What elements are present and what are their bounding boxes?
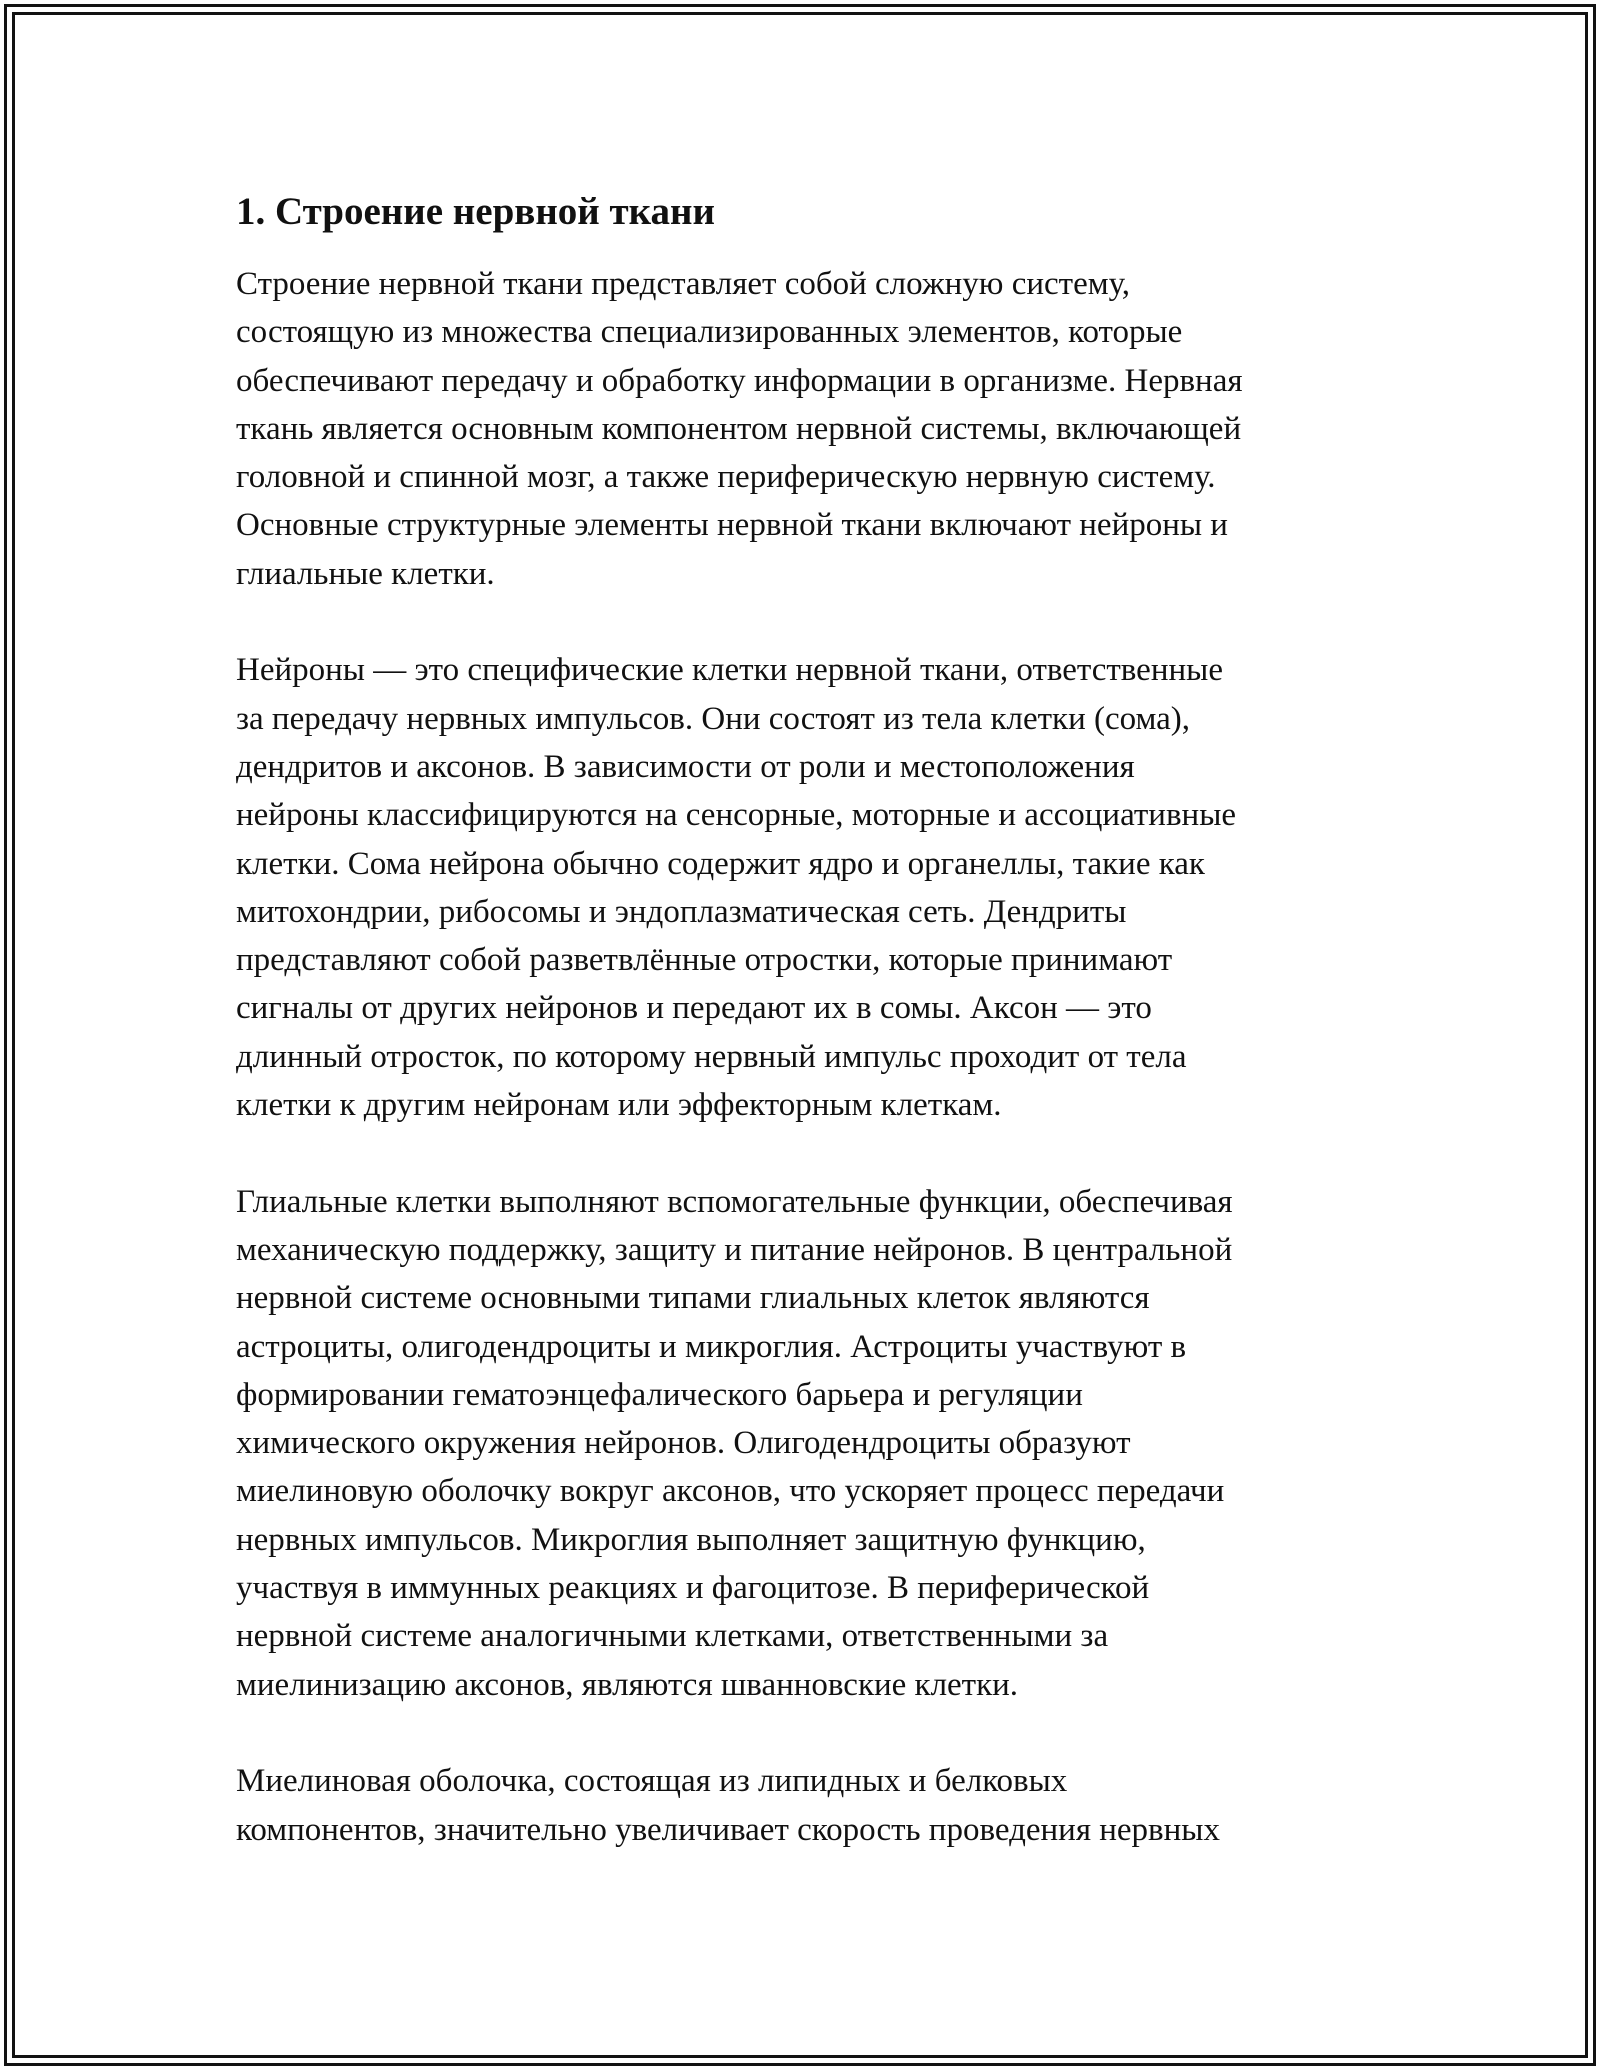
text-line: компонентов, значительно увеличивает скорость проведения нервных bbox=[236, 1811, 1220, 1848]
text-line: митохондрии, рибосомы и эндоплазматическая сеть. Дендриты bbox=[236, 893, 1127, 930]
text-line: Миелиновая оболочка, состоящая из липидных и белковых bbox=[236, 1763, 1068, 1800]
text-line: химического окружения нейронов. Олигодендроциты образуют bbox=[236, 1425, 1131, 1462]
text-line: за передачу нервных импульсов. Они состоят из тела клетки (сома), bbox=[236, 700, 1191, 737]
text-line: Основные структурные элементы нервной ткани включают нейроны и bbox=[236, 507, 1228, 544]
text-line: астроциты, олигодендроциты и микроглия. Астроциты участвуют в bbox=[236, 1328, 1187, 1365]
text-line: дендритов и аксонов. В зависимости от роли и местоположения bbox=[236, 748, 1135, 785]
text-line: формировании гематоэнцефалического барьера и регуляции bbox=[236, 1376, 1083, 1413]
text-line: представляют собой разветвлённые отростки, которые принимают bbox=[236, 942, 1173, 979]
text-line: обеспечивают передачу и обработку информации в организме. Нервная bbox=[236, 362, 1243, 399]
text-line: длинный отросток, по которому нервный импульс проходит от тела bbox=[236, 1038, 1187, 1075]
paragraph-2 bbox=[236, 646, 1366, 1129]
text-line: миелинизацию аксонов, являются шванновские клетки. bbox=[236, 1666, 1019, 1703]
text-line: участвуя в иммунных реакциях и фагоцитозе. В периферической bbox=[236, 1570, 1150, 1607]
text-line: миелиновую оболочку вокруг аксонов, что ускоряет процесс передачи bbox=[236, 1473, 1225, 1510]
section-heading: 1. Строение нервной ткани bbox=[236, 190, 715, 233]
document-body bbox=[236, 188, 1366, 1902]
text-line: головной и спинной мозг, а также периферическую нервную систему. bbox=[236, 459, 1216, 496]
text-line: нервной системе аналогичными клетками, ответственными за bbox=[236, 1618, 1109, 1655]
text-line: нервной системе основными типами глиальных клеток являются bbox=[236, 1280, 1150, 1317]
paragraph-1 bbox=[236, 260, 1366, 598]
text-line: Глиальные клетки выполняют вспомогательные функции, обеспечивая bbox=[236, 1183, 1233, 1220]
text-line: нейроны классифицируются на сенсорные, моторные и ассоциативные bbox=[236, 797, 1237, 834]
text-line: Строение нервной ткани представляет собой сложную систему, bbox=[236, 266, 1131, 302]
text-line: нервных импульсов. Микроглия выполняет защитную функцию, bbox=[236, 1521, 1146, 1558]
paragraph-4 bbox=[236, 1757, 1366, 1854]
text-line: Нейроны — это специфические клетки нервной ткани, ответственные bbox=[236, 652, 1223, 689]
paragraph-3 bbox=[236, 1178, 1366, 1709]
text-line: сигналы от других нейронов и передают их в сомы. Аксон — это bbox=[236, 990, 1152, 1027]
text-line: механическую поддержку, защиту и питание нейронов. В центральной bbox=[236, 1231, 1233, 1268]
text-line: клетки. Сома нейрона обычно содержит ядро и органеллы, такие как bbox=[236, 845, 1205, 882]
text-line: ткань является основным компонентом нервной системы, включающей bbox=[236, 410, 1242, 447]
text-line: состоящую из множества специализированных элементов, которые bbox=[236, 314, 1183, 351]
text-line: глиальные клетки. bbox=[236, 555, 495, 592]
text-line: клетки к другим нейронам или эффекторным клеткам. bbox=[236, 1087, 1002, 1124]
